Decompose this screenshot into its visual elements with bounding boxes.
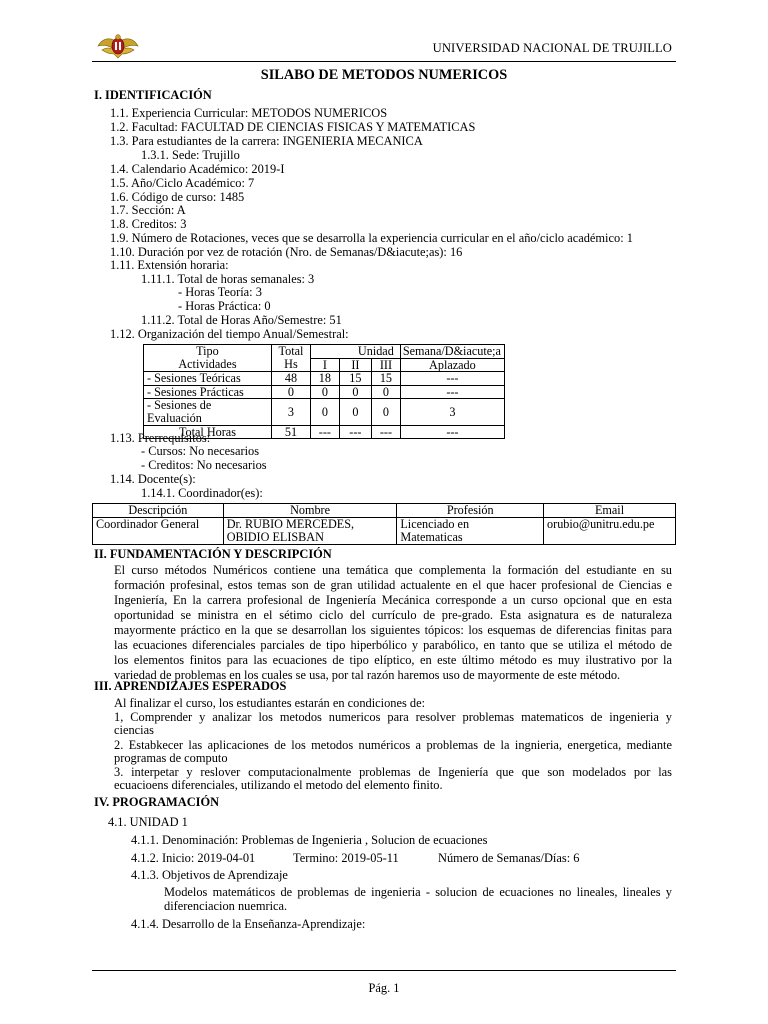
table-row	[93, 518, 676, 545]
table-cell: 48	[271, 372, 310, 386]
id-line: - Horas Teoría: 3	[178, 285, 262, 299]
objective-line: diferenciacion nuemrica.	[164, 899, 288, 913]
unit-weeks: Número de Semanas/Días: 6	[438, 851, 580, 865]
table-cell: - Sesiones Teóricas	[144, 372, 272, 386]
section-3-intro: Al finalizar el curso, los estudiantes estarán en condiciones de:	[114, 696, 426, 710]
university-name: UNIVERSIDAD NACIONAL DE TRUJILLO	[432, 41, 672, 55]
table-cell: 3	[271, 399, 310, 425]
table-header: Tipo	[144, 345, 272, 359]
table-row	[144, 372, 505, 386]
section-3-heading: III. APRENDIZAJES ESPERADOS	[94, 679, 287, 693]
page-title: SILABO DE METODOS NUMERICOS	[260, 67, 508, 83]
outcome-item	[114, 739, 672, 765]
table-header: Descripción	[93, 504, 224, 518]
id-line: - Horas Práctica: 0	[178, 299, 271, 313]
paragraph-line: Ingeniería, En la carrera profesional de Ingeniería Mecánica corresponde a un curso opcional que en esta	[114, 593, 672, 607]
section-2-paragraph	[114, 563, 672, 683]
table-cell: ---	[310, 425, 339, 439]
outcome-item	[114, 711, 672, 737]
unit-end-date: Termino: 2019-05-11	[293, 851, 399, 865]
id-line: 1.7. Sección: A	[110, 203, 186, 217]
coordinator-name: OBIDIO ELISBAN	[226, 530, 324, 544]
table-cell: 0	[372, 399, 401, 425]
id-line: 1.10. Duración por vez de rotación (Nro. de Semanas/D&iacute;as): 16	[110, 245, 463, 259]
table-cell: ---	[400, 372, 504, 386]
page-number: Pág. 1	[368, 981, 400, 995]
table-row	[144, 385, 505, 399]
table-header: Unidad	[310, 345, 400, 359]
id-line: 1.11.2. Total de Horas Año/Semestre: 51	[141, 313, 342, 327]
id-line: 1.13. Prerrequisitos:	[110, 431, 211, 445]
table-cell: Coordinador General	[93, 518, 224, 545]
table-cell	[223, 518, 397, 545]
paragraph-line: los elementos finitos para las ecuaciones de tipo elíptico, en este último método es muy ilustrativo por la	[114, 653, 672, 667]
id-line: 1.4. Calendario Académico: 2019-I	[110, 162, 285, 176]
unit-start-date: 4.1.2. Inicio: 2019-04-01	[131, 851, 256, 865]
id-line: 1.3. Para estudiantes de la carrera: INGENIERIA MECANICA	[110, 134, 423, 148]
id-line: 1.11.1. Total de horas semanales: 3	[141, 272, 315, 286]
footer-rule	[92, 970, 676, 971]
outcome-item	[114, 766, 672, 792]
id-line: 1.11. Extensión horaria:	[110, 258, 229, 272]
table-cell: 0	[310, 399, 339, 425]
table-header: Aplazado	[400, 358, 504, 372]
table-cell: 18	[310, 372, 339, 386]
coordinator-profession: Licenciado en	[400, 517, 470, 531]
table-header: Nombre	[223, 504, 397, 518]
table-header: Profesión	[397, 504, 544, 518]
id-line: 1.9. Número de Rotaciones, veces que se desarrolla la experiencia curricular en el año/ciclo académico: 1	[110, 231, 633, 245]
id-line: - Cursos: No necesarios	[141, 444, 260, 458]
table-cell: 0	[339, 385, 371, 399]
paragraph-line: formación profesinal, estos temas son de gran utilidad actualente en el que hacer profesional de Ciencias e	[114, 578, 672, 592]
table-header: II	[339, 358, 371, 372]
table-cell: 3	[400, 399, 504, 425]
unit-objectives	[164, 885, 672, 913]
id-line: 1.5. Año/Ciclo Académico: 7	[110, 176, 255, 190]
section-1-heading: I. IDENTIFICACIÓN	[94, 88, 212, 102]
coordinator-profession: Matematicas	[400, 530, 463, 544]
table-cell: ---	[400, 385, 504, 399]
id-line: - Creditos: No necesarios	[141, 458, 267, 472]
id-line: 1.14. Docente(s):	[110, 472, 196, 486]
table-cell	[397, 518, 544, 545]
table-header: III	[372, 358, 401, 372]
objective-line: Modelos matemáticos de problemas de ingenieria - solucion de ecuaciones no lineales, lineales y	[164, 885, 672, 899]
university-seal-icon	[96, 32, 140, 60]
outcome-line: ecuacioens diferenciales, utilizando el metodo del elemento finito.	[114, 778, 443, 792]
table-cell: 0	[372, 385, 401, 399]
outcome-line: 1, Comprender y analizar los metodos numericos para resolver problemas matematicos de ingenieria y	[114, 710, 672, 724]
outcome-line: 2. Estabkecer las aplicaciones de los metodos numéricos a problemas de la ingnieria, energetica, mediante	[114, 738, 672, 752]
paragraph-line: variedad de problemas en los cuales se usa, por tal razón haremos uso de mayormente de este método.	[114, 668, 621, 682]
table-cell: 15	[372, 372, 401, 386]
page-header	[92, 32, 676, 62]
table-cell: - Sesiones Prácticas	[144, 385, 272, 399]
paragraph-line: oportunidad se ministra en el sétimo ciclo del currículo de pre-grado. Esta asignatura es de naturaleza	[114, 608, 672, 622]
coordinator-table	[92, 503, 676, 545]
table-header: Hs	[271, 358, 310, 372]
table-cell: 15	[339, 372, 371, 386]
paragraph-line: las ecuaciones diferenciales parciales de tipo hiperbólico y parabólico, en tanto que se utiliza el método de	[114, 638, 672, 652]
outcome-line: ciencias	[114, 723, 154, 737]
table-header: I	[310, 358, 339, 372]
table-cell: 0	[271, 385, 310, 399]
section-4-heading: IV. PROGRAMACIÓN	[94, 795, 220, 809]
table-cell: ---	[372, 425, 401, 439]
unit-development-heading: 4.1.4. Desarrollo de la Enseñanza-Aprendizaje:	[131, 917, 366, 931]
unit-objectives-heading: 4.1.3. Objetivos de Aprendizaje	[131, 868, 288, 882]
table-cell: Total Horas	[144, 425, 272, 439]
paragraph-line: El curso métodos Numéricos contiene una temática que complementa la formación del estudiante en su	[114, 563, 672, 577]
time-organization-table	[143, 344, 505, 439]
table-header: Semana/D&iacute;a	[400, 345, 504, 359]
id-line: 1.3.1. Sede: Trujillo	[141, 148, 240, 162]
outcome-line: programas de computo	[114, 751, 228, 765]
unit-title: 4.1. UNIDAD 1	[108, 815, 188, 829]
id-line: 1.6. Código de curso: 1485	[110, 190, 245, 204]
table-cell: 51	[271, 425, 310, 439]
id-line: 1.12. Organización del tiempo Anual/Semestral:	[110, 327, 349, 341]
id-line: 1.1. Experiencia Curricular: METODOS NUMERICOS	[110, 106, 388, 120]
paragraph-line: mayormente práctico en la que se desarrollan los siguientes tópicos: los esquemas de diferencias finitas para	[114, 623, 672, 637]
table-cell: 0	[339, 399, 371, 425]
table-cell: 0	[310, 385, 339, 399]
section-2-heading: II. FUNDAMENTACIÓN Y DESCRIPCIÓN	[94, 547, 332, 561]
outcome-line: 3. interpetar y reslover computacionalmente problemas de Ingeniería que que son modelados por las	[114, 765, 672, 779]
coordinator-email: orubio@unitru.edu.pe	[544, 518, 676, 545]
unit-denomination: 4.1.1. Denominación: Problemas de Ingenieria , Solucion de ecuaciones	[131, 833, 488, 847]
table-row	[144, 399, 505, 425]
coordinator-name: Dr. RUBIO MERCEDES,	[226, 517, 355, 531]
table-header: Actividades	[144, 358, 272, 372]
table-cell: ---	[339, 425, 371, 439]
id-line: 1.2. Facultad: FACULTAD DE CIENCIAS FISICAS Y MATEMATICAS	[110, 120, 476, 134]
table-header: Email	[544, 504, 676, 518]
id-line: 1.14.1. Coordinador(es):	[141, 486, 263, 500]
table-cell: ---	[400, 425, 504, 439]
table-cell: - Sesiones de Evaluación	[144, 399, 272, 425]
table-header: Total	[271, 345, 310, 359]
id-line: 1.8. Creditos: 3	[110, 217, 187, 231]
